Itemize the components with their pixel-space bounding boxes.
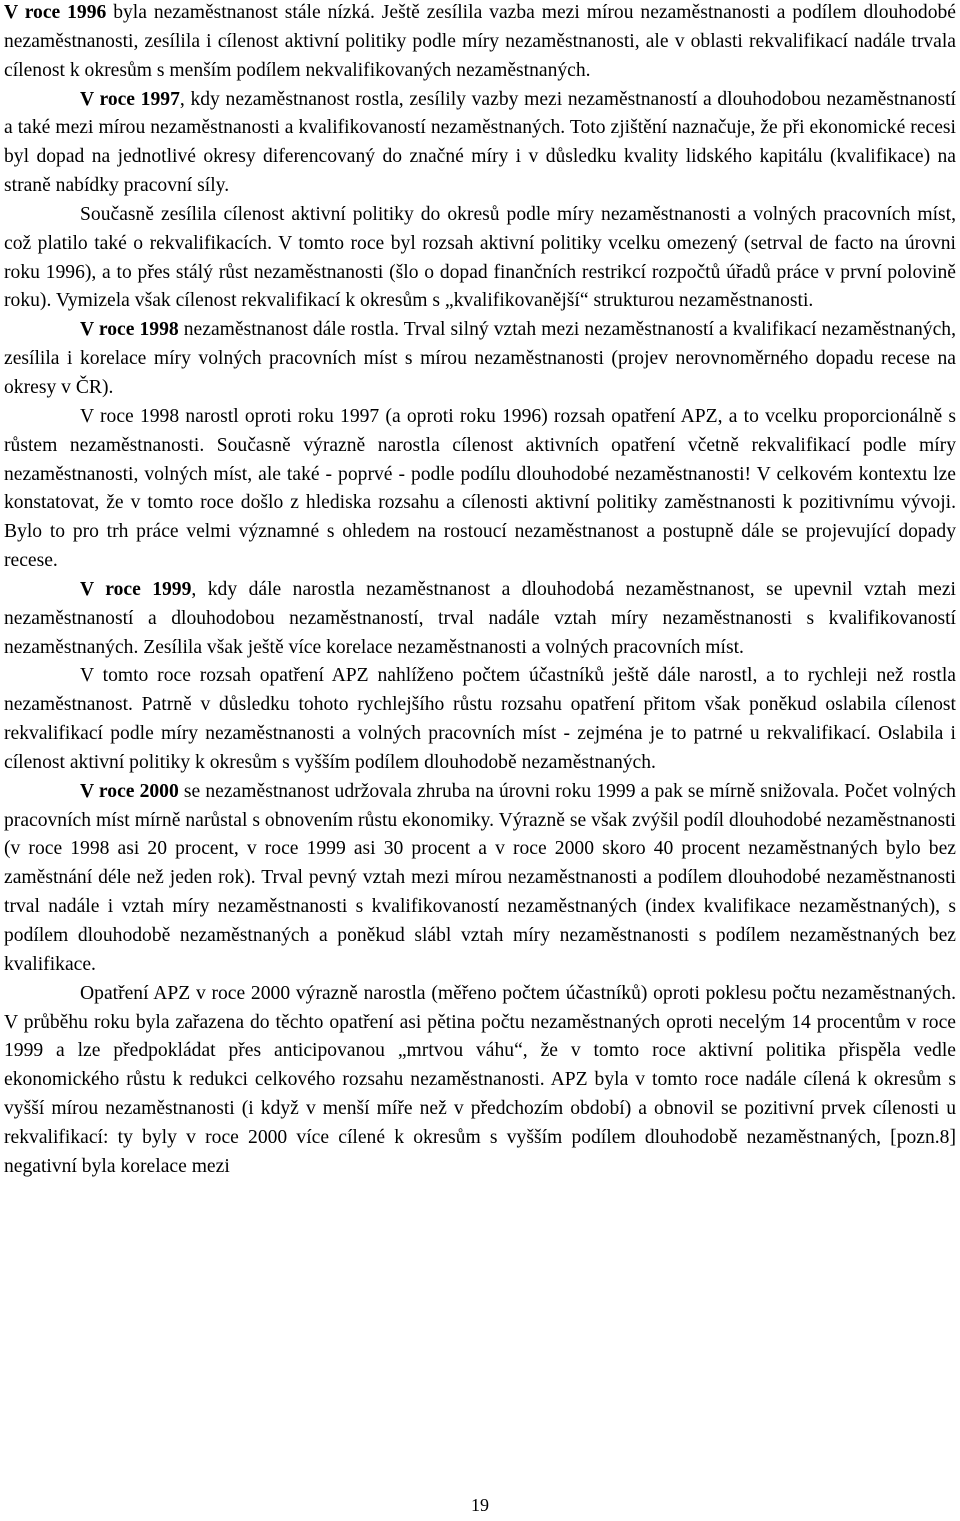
paragraph-text: V roce 1998 narostl oproti roku 1997 (a oproti roku 1996) rozsah opatření APZ, a to vcelku proporcionálně s růstem nezaměstnanosti. Současně výrazně narostla cílenost aktivních opatření včetně rekvalifikací podle míry nezaměstnanosti, volných míst, ale také - poprvé - podle podílu dlouhodobé nezaměstnanosti! V celkovém kontextu lze konstatovat, že v tomto roce došlo z hlediska rozsahu a cílenosti aktivní politiky zaměstnanosti k pozitivnímu vývoji. Bylo to pro trh práce velmi významné s ohledem na rostoucí nezaměstnanost a postupně dále se projevující dopady recese. <box>4 405 956 572</box>
paragraph-lead: V roce 2000 <box>80 780 179 802</box>
paragraph-text: V tomto roce rozsah opatření APZ nahlíženo počtem účastníků ještě dále narostl, a to rychleji než rostla nezaměstnanost. Patrně v důsledku tohoto rychlejšího růstu rozsahu opatření přitom však poněkud oslabila cílenost rekvalifikací podle míry nezaměstnanosti a volných pracovních míst - zejména je to patrné u rekvalifikací. Oslabila i cílenost aktivní politiky k okresům s vyšším podílem dlouhodobě nezaměstnaných. <box>4 665 956 773</box>
paragraph-text: nezaměstnanost dále rostla. Trval silný vztah mezi nezaměstnaností a kvalifikací nezaměstnaných, zesílila i korelace míry volných pracovních míst s mírou nezaměstnanosti (projev nerovnoměrného dopadu recese na okresy v ČR). <box>4 319 956 398</box>
paragraph-1999-continued <box>4 662 956 777</box>
paragraph-text: , kdy nezaměstnanost rostla, zesílily vazby mezi nezaměstnaností a dlouhodobou nezaměstnaností a také mezi mírou nezaměstnanosti a kvalifikovaností nezaměstnaných. Toto zjištění naznačuje, že při ekonomické recesi byl dopad na jednotlivé okresy diferencovaný do značné míry i v důsledku kvality lidského kapitálu (kvalifikace) na straně nabídky pracovní síly. <box>4 88 956 197</box>
paragraph-lead: V roce 1996 <box>4 2 107 23</box>
paragraph-1998 <box>4 316 956 403</box>
page-number: 19 <box>471 1495 489 1515</box>
paragraph-1999 <box>4 576 956 663</box>
paragraph-lead: V roce 1998 <box>80 319 179 341</box>
paragraph-1997-continued <box>4 201 956 316</box>
paragraph-lead: V roce 1997 <box>80 88 180 110</box>
paragraph-1996 <box>4 0 956 86</box>
paragraph-2000-continued <box>4 980 956 1182</box>
paragraph-text: se nezaměstnanost udržovala zhruba na úrovni roku 1999 a pak se mírně snižovala. Počet volných pracovních míst mírně narůstal s obnovením růstu ekonomiky. Výrazně se však zvýšil podíl dlouhodobé nezaměstnanosti (v roce 1998 asi 20 procent, v roce 1999 asi 30 procent a v roce 2000 skoro 40 procent nezaměstnaných bylo bez zaměstnání déle než jeden rok). Trval pevný vztah mezi mírou nezaměstnanosti a podílem dlouhodobé nezaměstnanosti trval nadále i vztah míry nezaměstnanosti s kvalifikovaností nezaměstnaných (index kvalifikace nezaměstnaných), s podílem dlouhodobě nezaměstnaných a poněkud slábl vztah míry nezaměstnanosti s podílem nezaměstnaných bez kvalifikace. <box>4 780 956 975</box>
paragraph-1997 <box>4 86 956 201</box>
paragraph-text: byla nezaměstnanost stále nízká. Ještě zesílila vazba mezi mírou nezaměstnanosti a podílem dlouhodobé nezaměstnanosti, zesílila i cílenost aktivní politiky podle míry nezaměstnanosti, ale v oblasti rekvalifikací nadále trvala cílenost k okresům s menším podílem nekvalifikovaných nezaměstnaných. <box>4 2 956 81</box>
paragraph-text: , kdy dále narostla nezaměstnanost a dlouhodobá nezaměstnanost, se upevnil vztah mezi nezaměstnaností a dlouhodobou nezaměstnaností, trval nadále vztah míry nezaměstnanosti s kvalifikovaností nezaměstnaných. Zesílila však ještě více korelace nezaměstnanosti a volných pracovních míst. <box>4 578 956 658</box>
paragraph-lead: V roce 1999 <box>80 578 192 600</box>
paragraph-2000 <box>4 778 956 980</box>
document-page <box>4 0 956 1182</box>
paragraph-text: Opatření APZ v roce 2000 výrazně narostla (měřeno počtem účastníků) oproti poklesu počtu nezaměstnaných. V průběhu roku byla zařazena do těchto opatření asi pětina počtu nezaměstnaných oproti necelým 14 procentům v roce 1999 a lze předpokládat přes anticipovanou „mrtvou váhu“, že v tomto roce aktivní politika přispěla vedle ekonomického růstu k redukci celkového rozsahu nezaměstnanosti. APZ byla v tomto roce nadále cílená k okresům s vyšší mírou nezaměstnanosti (i když v menší míře než v předchozím období) a obnovil se pozitivní prvek cílenosti u rekvalifikací: ty byly v roce 2000 více cílené k okresům s vyšším podílem dlouhodobě nezaměstnaných, [pozn.8] negativní byla korelace mezi <box>4 982 956 1177</box>
paragraph-text: Současně zesílila cílenost aktivní politiky do okresů podle míry nezaměstnanosti a volných pracovních míst, což platilo také o rekvalifikacích. V tomto roce byl rozsah aktivní politiky vcelku omezený (setrval de facto na úrovni roku 1996), a to přes stálý růst nezaměstnanosti (šlo o dopad finančních restrikcí rozpočtů úřadů práce v první polovině roku). Vymizela však cílenost rekvalifikací k okresům s „kvalifikovanější“ strukturou nezaměstnanosti. <box>4 203 956 312</box>
paragraph-1998-continued <box>4 403 956 576</box>
